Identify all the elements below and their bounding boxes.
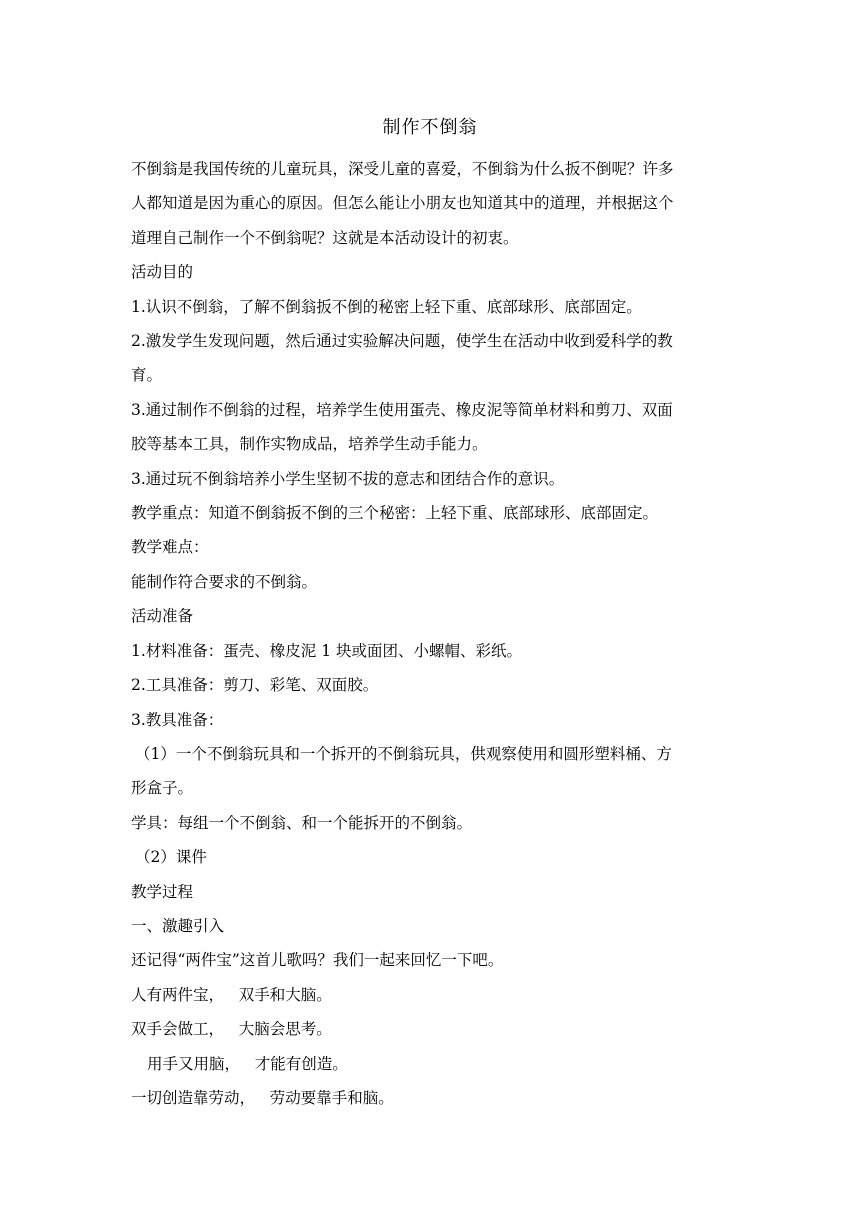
process-step-1-text: 还记得“两件宝”这首儿歌吗？我们一起来回忆一下吧。	[131, 951, 504, 970]
teaching-aids-item-1-line-2: 形盒子。	[131, 779, 194, 798]
objective-3-line-1: 3.通过制作不倒翁的过程，培养学生使用蛋壳、橡皮泥等简单材料和剪刀、双面	[131, 400, 673, 419]
intro-line-3: 道理自己制作一个不倒翁呢？这就是本活动设计的初衷。	[131, 228, 519, 247]
poem-line-2: 双手会做工， 大脑会思考。	[131, 1020, 332, 1039]
poem-line-1: 人有两件宝， 双手和大脑。	[131, 985, 332, 1004]
intro-line-1: 不倒翁是我国传统的儿童玩具，深受儿童的喜爱，不倒翁为什么扳不倒呢？许多	[131, 160, 674, 178]
teaching-aids-item-2: （2）课件	[135, 848, 207, 867]
process-step-1: 一、激趣引入	[131, 916, 225, 935]
poem-line-4: 一切创造靠劳动， 劳动要靠手和脑。	[131, 1088, 394, 1107]
teaching-focus: 教学重点：知道不倒翁扳不倒的三个秘密：上轻下重、底部球形、底部固定。	[131, 504, 659, 523]
section-heading-preparation: 活动准备	[131, 607, 194, 626]
objective-4: 3.通过玩不倒翁培养小学生坚韧不拔的意志和团结合作的意识。	[131, 469, 565, 488]
student-aids: 学具：每组一个不倒翁、和一个能拆开的不倒翁。	[131, 813, 473, 832]
teaching-difficulty: 能制作符合要求的不倒翁。	[131, 572, 318, 591]
preparation-materials: 1.材料准备：蛋壳、橡皮泥 1 块或面团、小螺帽、彩纸。	[131, 641, 523, 660]
document-body	[131, 152, 731, 1115]
document-title: 制作不倒翁	[382, 117, 478, 138]
objective-2-line-1: 2.激发学生发现问题，然后通过实验解决问题，使学生在活动中收到爱科学的教	[131, 332, 673, 351]
objective-3-line-2: 胶等基本工具，制作实物成品，培养学生动手能力。	[131, 435, 488, 454]
intro-line-2: 人都知道是因为重心的原因。但怎么能让小朋友也知道其中的道理，并根据这个	[131, 194, 674, 213]
section-heading-objectives: 活动目的	[131, 263, 194, 282]
objective-2-line-2: 育。	[131, 366, 163, 385]
preparation-tools: 2.工具准备：剪刀、彩笔、双面胶。	[131, 676, 379, 695]
teaching-difficulty-heading: 教学难点：	[131, 538, 209, 557]
section-heading-process: 教学过程	[131, 882, 194, 901]
objective-1: 1.认识不倒翁，了解不倒翁扳不倒的秘密上轻下重、底部球形、底部固定。	[131, 297, 642, 316]
teaching-aids-item-1-line-1: （1）一个不倒翁玩具和一个拆开的不倒翁玩具，供观察使用和圆形塑料桶、方	[135, 744, 672, 763]
preparation-teaching-aids: 3.教具准备：	[131, 710, 224, 729]
poem-line-3: 用手又用脑， 才能有创造。	[147, 1054, 348, 1073]
